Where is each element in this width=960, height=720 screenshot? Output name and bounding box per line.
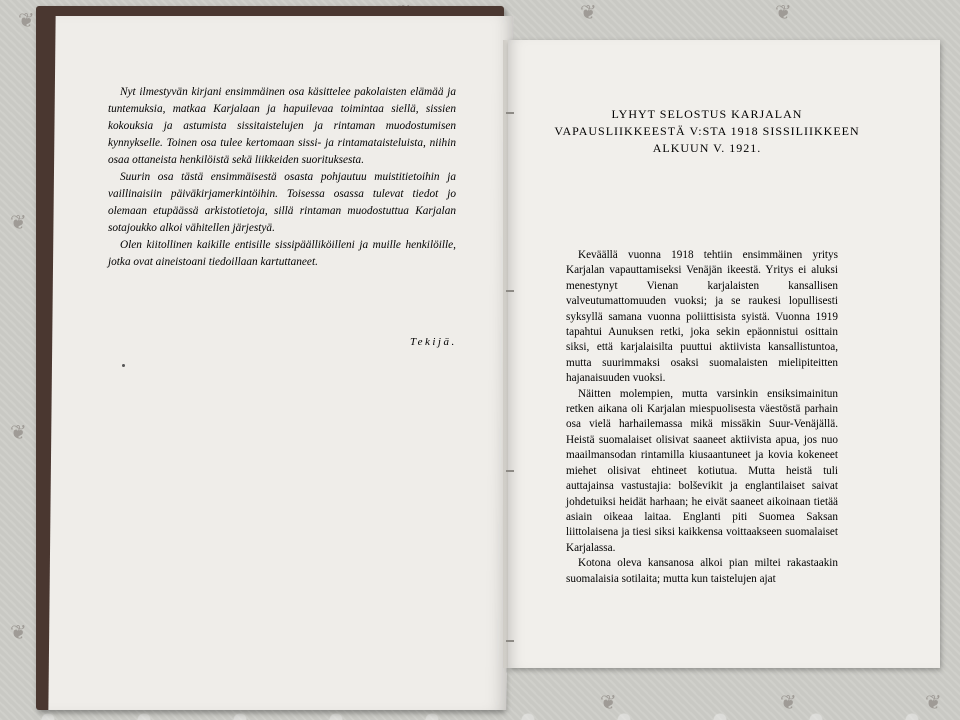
chapter-text xyxy=(566,248,838,587)
wallpaper-flower-icon: ❦ xyxy=(10,212,27,234)
binding-stitch xyxy=(506,290,514,292)
wallpaper-flower-icon: ❦ xyxy=(10,422,27,444)
chapter-paragraph: Keväällä vuonna 1918 tehtiin ensimmäinen yritys Karjalan vapauttamiseksi Venäjän ikeestä. Yritys ei aluksi menestynyt Vienan karjalaisten kansallisen valveutumattomuuden vuoksi; ja se raukesi lopullisesti syksyllä samana vuonna poliittisista syistä. Vuonna 1919 tapahtui Aunuksen retki, joka sekin epäonnistui osittain siksi, että karjalaisilta puuttui aktiivista kansallistuntoa, mutta suurimmaksi osaksi suomalaisten mielipiteitten hajanaisuuden vuoksi. xyxy=(566,249,838,385)
wallpaper-flower-icon: ❦ xyxy=(775,2,792,24)
author-signature: Tekijä. xyxy=(410,336,457,348)
wallpaper-flower-icon: ❦ xyxy=(600,692,617,714)
chapter-paragraph: Näitten molempien, mutta varsinkin ensiksimainitun retken aikana oli Karjalan miespuolisesta väestöstä parhain osa vielä harhailemassa mikä missäkin Suur-Venäjällä. Heistä suomalaiset olisivat saaneet aktiivista apua, jos nuo maailmansodan rintamilla kiusaantuneet ja kovia kokeneet miehet olisivat ehtineet kotiutua. Mutta heistä tuli auttajainsa vastustajia: bolševikit ja englantilaiset saivat johdetuiksi heidät harhaan; he eivät saaneet aikoinaan tietää asiain oikeaa laitaa. Englanti piti Suomea Saksan liittolaisena ja tiesi siksi kaikkensa voittaakseen suomalaiset Karjalassa. xyxy=(566,387,838,554)
binding-stitch xyxy=(506,640,514,642)
preface-paragraph: Nyt ilmestyvän kirjani ensimmäinen osa käsittelee pakolaisten elämää ja tuntemuksia, matkaa Karjalaan ja hapuilevaa toimintaa siellä, sissien kokouksia ja astumista sissitaistelujen ja rintaman muodostumisen kynnykselle. Toinen osa tulee kertomaan sissi- ja rintamataisteluista, niihin osaa ottaneista henkilöistä sekä liikkeiden suorituksesta. xyxy=(108,86,456,166)
wallpaper-flower-icon: ❦ xyxy=(925,692,942,714)
binding-stitch xyxy=(506,112,514,114)
wallpaper-flower-icon: ❦ xyxy=(18,10,35,32)
wallpaper-flower-icon: ❦ xyxy=(780,692,797,714)
ink-speck xyxy=(122,364,125,367)
chapter-title: LYHYT SELOSTUS KARJALAN VAPAUSLIIKKEESTÄ V:STA 1918 SISSILIIKKEEN ALKUUN V. 1921. xyxy=(554,107,860,155)
preface-text xyxy=(108,84,456,271)
wallpaper-flower-icon: ❦ xyxy=(580,2,597,24)
wallpaper-flower-icon: ❦ xyxy=(10,622,27,644)
preface-paragraph: Suurin osa tästä ensimmäisestä osasta pohjautuu muistitietoihin ja vaillinaisiin päiväkirjamerkintöihin. Toisessa osassa tulevat tiedot jo olemaan etupäässä arkistotietoja, sillä rintaman muodostuttua Karjalan sotajoukko alkoi vähitellen järjestyä. xyxy=(108,171,456,234)
preface-paragraph: Olen kiitollinen kaikille entisille sissipäälliköilleni ja muille henkilöille, jotka ovat aineistoani tiedoillaan kartuttaneet. xyxy=(108,239,456,268)
chapter-paragraph: Kotona oleva kansanosa alkoi pian miltei rakastaakin suomalaisia sotilaita; mutta kun taistelujen ajat xyxy=(566,557,838,585)
binding-stitch xyxy=(506,470,514,472)
